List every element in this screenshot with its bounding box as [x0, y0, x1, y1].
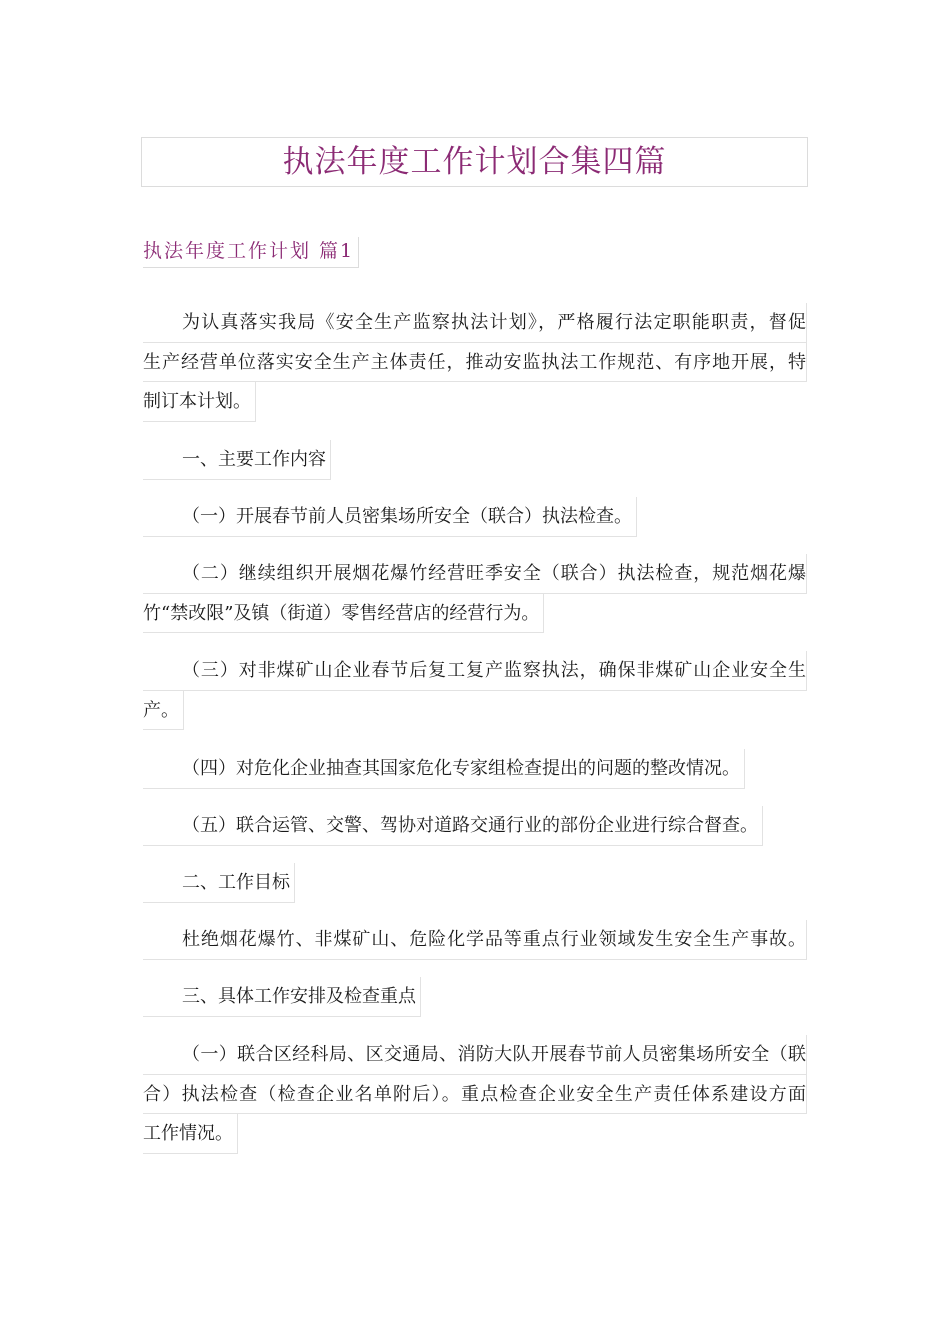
- section-heading: 执法年度工作计划 篇1: [143, 237, 359, 268]
- section-heading-main-content: [143, 440, 807, 494]
- paragraph-line: （一）开展春节前人员密集场所安全（联合）执法检查。: [143, 497, 637, 537]
- paragraph-line: （三）对非煤矿山企业春节后复工复产监察执法，确保非煤矿山企业安全生: [143, 651, 807, 691]
- paragraph-line: 合）执法检查（检查企业名单附后）。重点检查企业安全生产责任体系建设方面: [143, 1075, 807, 1115]
- paragraph-line: 杜绝烟花爆竹、非煤矿山、危险化学品等重点行业领域发生安全生产事故。: [143, 920, 807, 960]
- paragraph-line: 工作情况。: [143, 1114, 238, 1154]
- document-title: 执法年度工作计划合集四篇: [282, 144, 667, 180]
- list-item-3: [143, 651, 807, 745]
- section-heading-schedule: [143, 977, 807, 1031]
- paragraph-line: 制订本计划。: [143, 382, 256, 422]
- list-item-5: [143, 806, 807, 860]
- paragraph-line: 二、工作目标: [143, 863, 295, 903]
- list-item-1: [143, 497, 807, 551]
- schedule-item-1: [143, 1035, 807, 1168]
- list-item-2: [143, 554, 807, 648]
- goals-paragraph: [143, 920, 807, 960]
- paragraph-line: 为认真落实我局《安全生产监察执法计划》，严格履行法定职能职责，督促: [143, 303, 807, 343]
- paragraph-line: 竹“禁改限”及镇（街道）零售经营店的经营行为。: [143, 594, 544, 634]
- paragraph-line: （四）对危化企业抽查其国家危化专家组检查提出的问题的整改情况。: [143, 749, 745, 789]
- paragraph-line: （一）联合区经科局、区交通局、消防大队开展春节前人员密集场所安全（联: [143, 1035, 807, 1075]
- document-title-box: [141, 137, 808, 187]
- section-heading-goals: [143, 863, 807, 917]
- paragraph-line: 产。: [143, 691, 184, 731]
- paragraph-line: 三、具体工作安排及检查重点: [143, 977, 421, 1017]
- intro-paragraph: [143, 303, 807, 436]
- list-item-4: [143, 749, 807, 803]
- paragraph-line: 生产经营单位落实安全生产主体责任，推动安监执法工作规范、有序地开展，特: [143, 343, 807, 383]
- paragraph-line: （二）继续组织开展烟花爆竹经营旺季安全（联合）执法检查，规范烟花爆: [143, 554, 807, 594]
- paragraph-line: 一、主要工作内容: [143, 440, 331, 480]
- paragraph-line: （五）联合运管、交警、驾协对道路交通行业的部份企业进行综合督查。: [143, 806, 763, 846]
